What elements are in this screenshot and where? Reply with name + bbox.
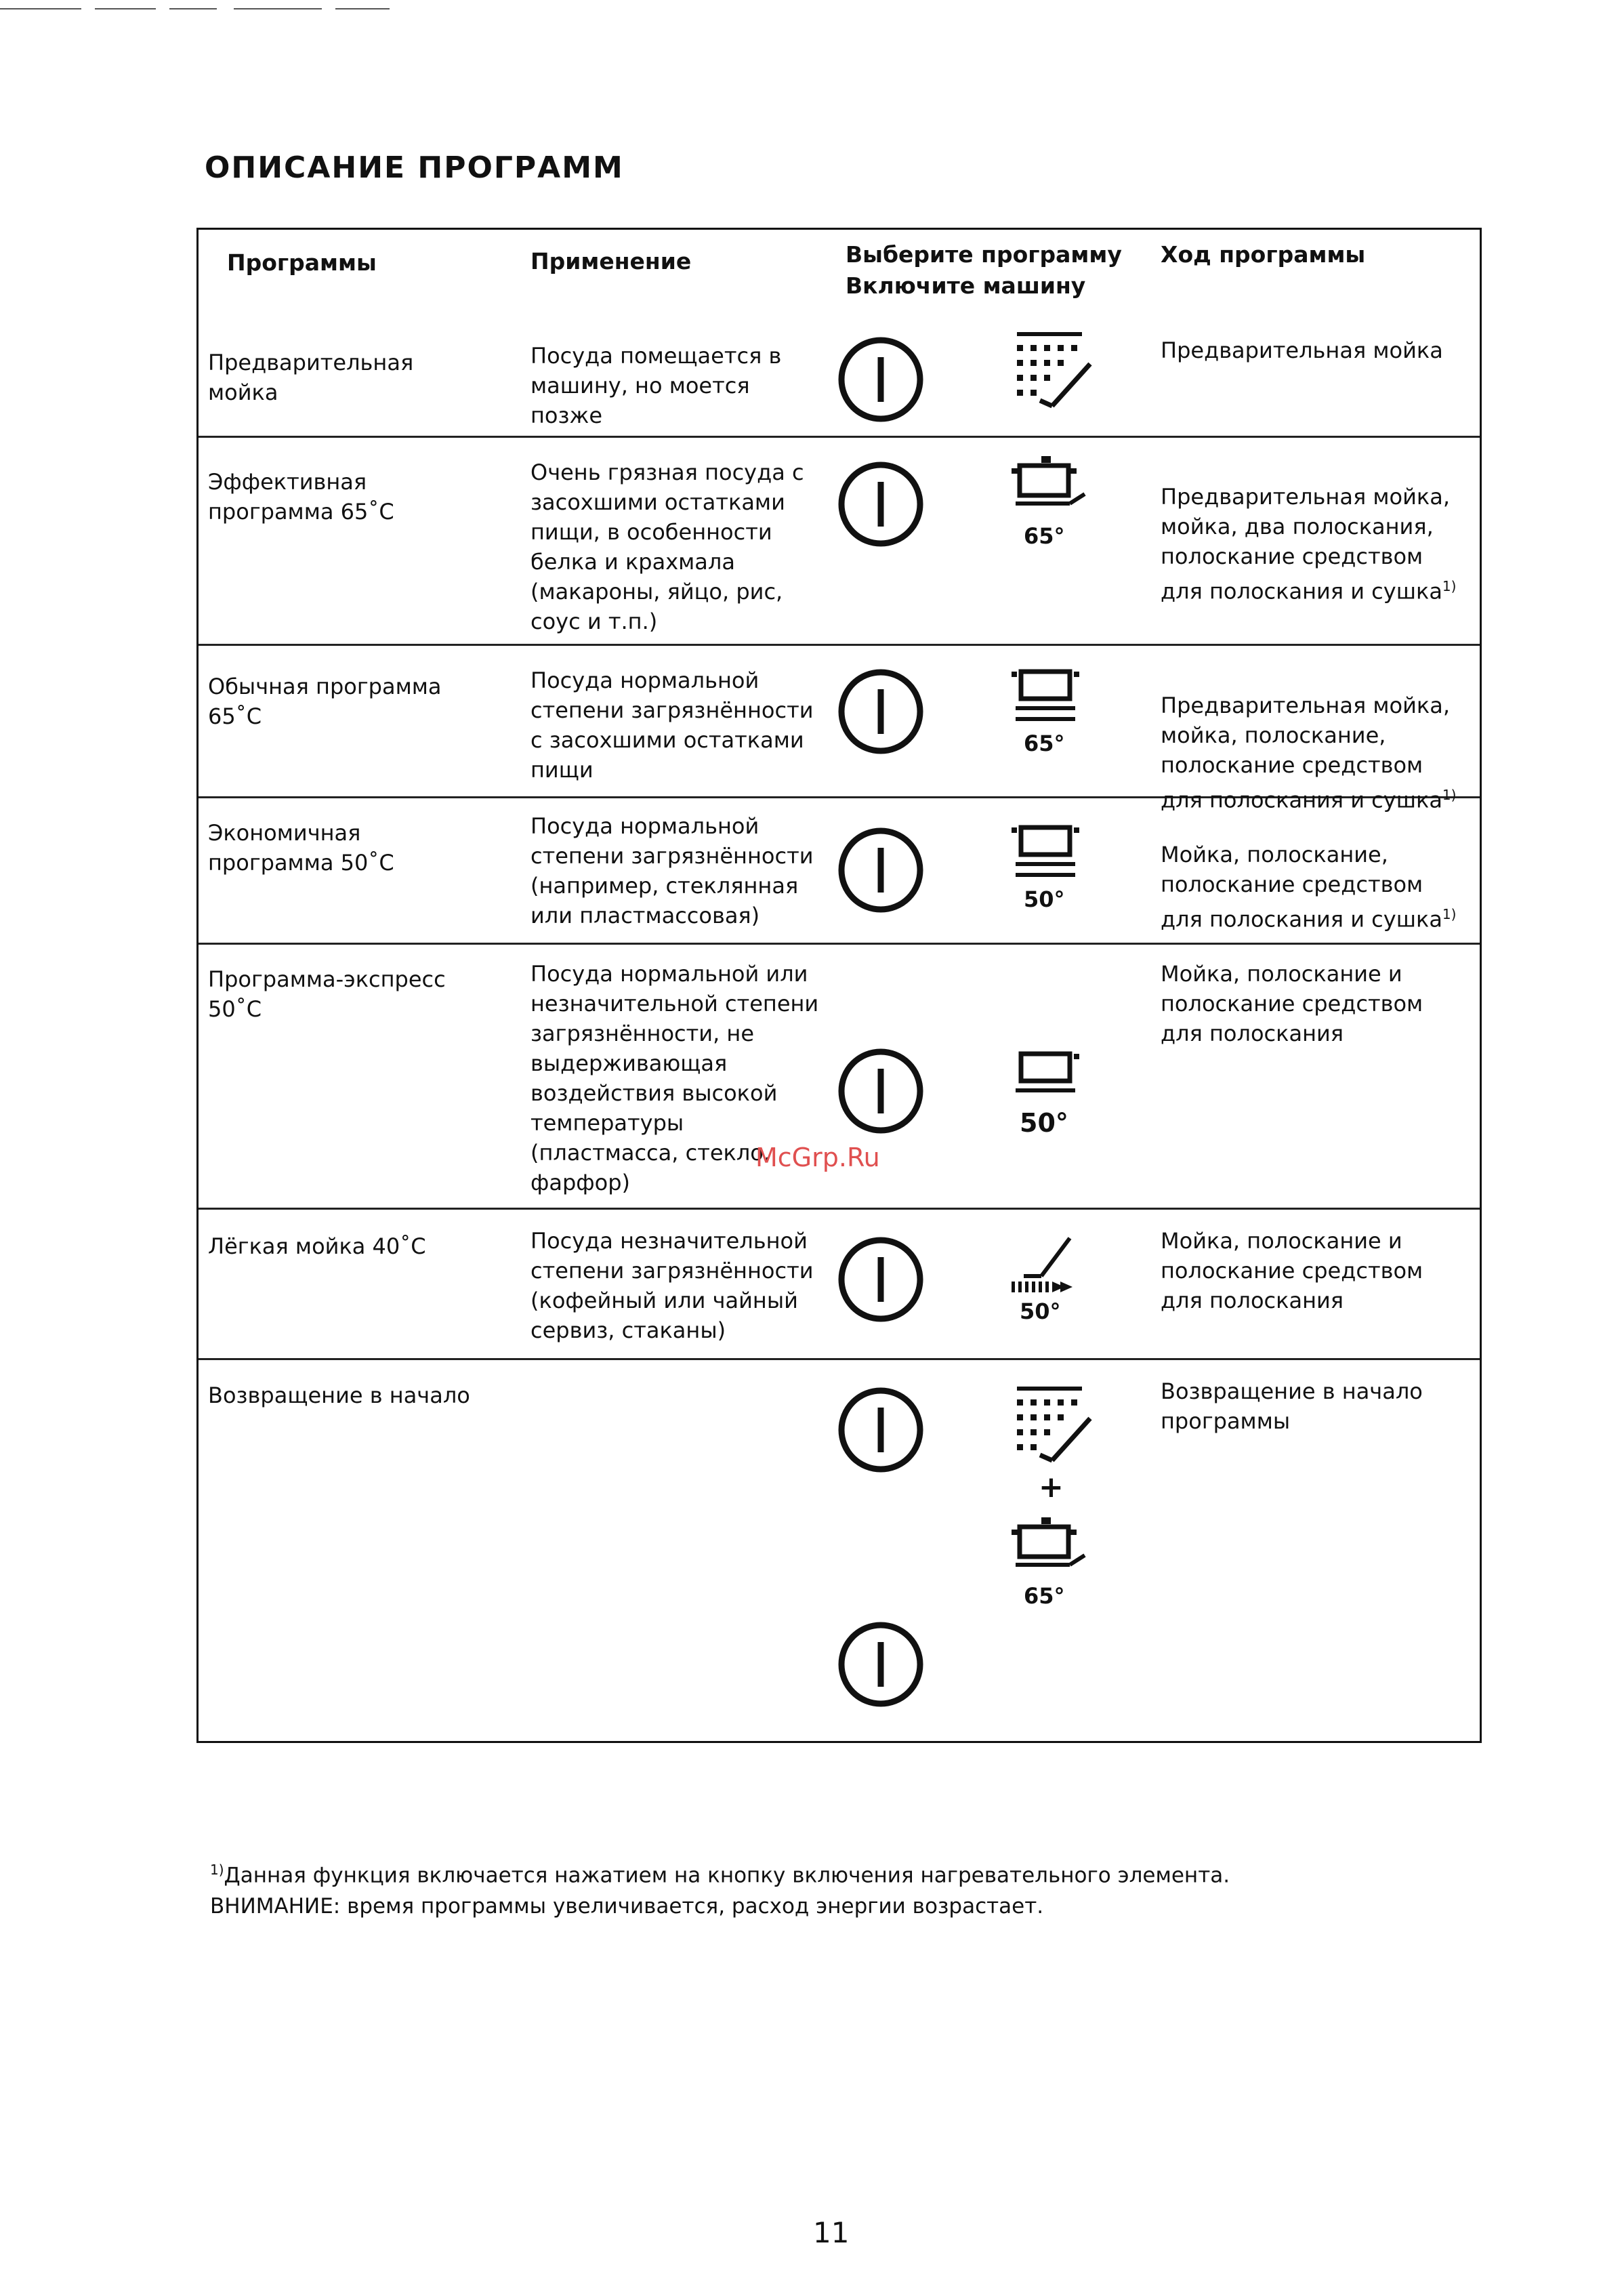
program-course: Возвращение в начало программы xyxy=(1161,1378,1423,1434)
row-divider xyxy=(199,644,1480,646)
program-temp-label: 50° xyxy=(1020,1108,1068,1138)
power-button-icon xyxy=(835,1385,926,1475)
program-course: Мойка, полоскание и полоскание средством для полоскания xyxy=(1161,961,1423,1046)
power-button-icon xyxy=(835,1619,926,1710)
program-course-text: Предварительная мойка, мойка, полоскание, полоскание средством для полоскания и сушка xyxy=(1161,693,1450,813)
scan-mark xyxy=(169,8,217,9)
header-select-line2: Включите машину xyxy=(846,272,1086,299)
watermark: McGrp.Ru xyxy=(755,1143,880,1172)
intensive-pot-icon xyxy=(1012,456,1086,517)
normal-wash-icon xyxy=(1012,669,1086,726)
power-button-icon xyxy=(835,825,926,916)
program-usage: Посуда нормальной или незначительной степени загрязнённости, не выдерживающая воздействия высокой температуры (пластмасса, стекло, фарфор) xyxy=(530,961,819,1195)
program-usage: Посуда нормальной степени загрязнённости с засохшими остатками пищи xyxy=(530,668,814,783)
prewash-icon xyxy=(1012,1385,1093,1473)
program-temp-label: 65° xyxy=(1024,523,1065,549)
program-course: Мойка, полоскание и полоскание средством для полоскания xyxy=(1161,1228,1423,1313)
intensive-pot-icon xyxy=(1012,1517,1086,1578)
light-wash-icon xyxy=(1009,1234,1083,1295)
footnote-text: Данная функция включается нажатием на кнопку включения нагревательного элемента. xyxy=(224,1863,1230,1888)
footnote-line1 xyxy=(210,1854,1230,1891)
power-button-icon xyxy=(835,1234,926,1325)
row-divider xyxy=(199,436,1480,438)
program-course-text: Мойка, полоскание, полоскание средством для полоскания и сушка xyxy=(1161,842,1442,932)
program-name: Возвращение в начало xyxy=(208,1382,470,1408)
footnote xyxy=(210,1854,1230,1922)
page-title: ОПИСАНИЕ ПРОГРАММ xyxy=(205,150,624,185)
scan-mark xyxy=(234,8,322,9)
plus-sign: + xyxy=(1039,1470,1064,1504)
scan-mark xyxy=(0,8,81,9)
program-course xyxy=(1161,452,1456,607)
program-course: Предварительная мойка xyxy=(1161,337,1443,363)
program-usage: Очень грязная посуда с засохшими остатками пищи, в особенности белка и крахмала (макароны, яйцо, рис, соус и т.п.) xyxy=(530,459,804,634)
program-usage: Посуда нормальной степени загрязнённости (например, стеклянная или пластмассовая) xyxy=(530,813,814,928)
program-name: Лёгкая мойка 40˚С xyxy=(208,1233,426,1259)
power-button-icon xyxy=(835,459,926,550)
footnote-mark: 1) xyxy=(210,1862,224,1878)
program-name: Предварительная мойка xyxy=(208,350,414,405)
program-course-text: Предварительная мойка, мойка, два полоскания, полоскание средством для полоскания и сушка xyxy=(1161,484,1450,604)
program-usage: Посуда незначительной степени загрязнённости (кофейный или чайный сервиз, стаканы) xyxy=(530,1228,814,1343)
program-temp-label: 65° xyxy=(1024,1583,1065,1609)
header-select xyxy=(846,239,1122,302)
row-divider xyxy=(199,943,1480,945)
row-divider xyxy=(199,1358,1480,1360)
eco-wash-icon xyxy=(1012,825,1086,882)
power-button-icon xyxy=(835,666,926,757)
program-course xyxy=(1161,810,1456,935)
program-temp-label: 50° xyxy=(1024,886,1065,912)
page-number: 11 xyxy=(813,2216,850,2249)
footnote-mark: 1) xyxy=(1442,578,1457,594)
express-wash-icon xyxy=(1012,1051,1086,1103)
footnote-line2: ВНИМАНИЕ: время программы увеличивается, расход энергии возрастает. xyxy=(210,1894,1044,1919)
header-usage: Применение xyxy=(530,248,692,274)
power-button-icon xyxy=(835,334,926,425)
program-temp-label: 65° xyxy=(1024,731,1065,756)
program-name: Эффективная программа 65˚С xyxy=(208,469,394,525)
row-divider xyxy=(199,1208,1480,1210)
prewash-icon xyxy=(1012,330,1093,418)
program-name: Экономичная программа 50˚С xyxy=(208,820,394,876)
program-usage: Посуда помещается в машину, но моется позже xyxy=(530,343,782,428)
header-select-line1: Выберите программу xyxy=(846,241,1122,268)
scan-mark xyxy=(335,8,390,9)
program-temp-label: 50° xyxy=(1020,1298,1061,1324)
programs-table xyxy=(196,228,1482,1743)
program-name: Программа-экспресс 50˚С xyxy=(208,966,446,1022)
scan-mark xyxy=(95,8,156,9)
power-button-icon xyxy=(835,1046,926,1136)
footnote-mark: 1) xyxy=(1442,787,1457,803)
footnote-mark: 1) xyxy=(1442,906,1457,922)
header-programs: Программы xyxy=(227,249,377,276)
program-name: Обычная программа 65˚С xyxy=(208,674,442,729)
header-course: Ход программы xyxy=(1161,241,1366,268)
program-course xyxy=(1161,661,1456,815)
